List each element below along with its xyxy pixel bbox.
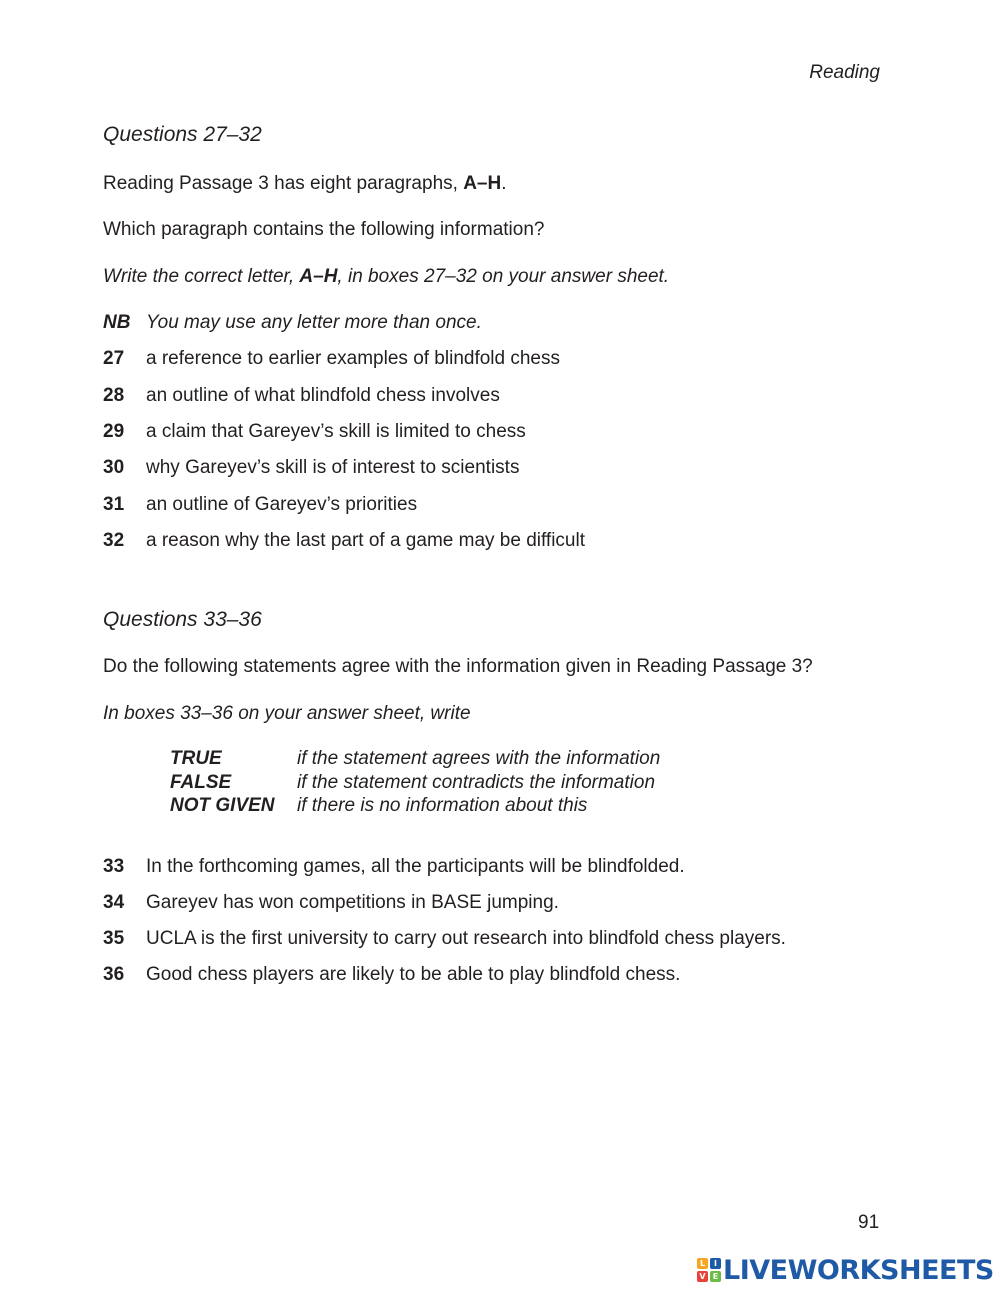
question-item [103, 385, 500, 407]
logo-mark-letter: I [710, 1258, 721, 1269]
question-text: a reason why the last part of a game may be difficult [146, 530, 585, 551]
nb-label: NB [103, 312, 131, 333]
statement-text: Good chess players are likely to be able to play blindfold chess. [146, 964, 681, 985]
question-item [103, 457, 519, 479]
passage-intro-text: Reading Passage 3 has eight paragraphs, [103, 173, 464, 194]
legend-description: if the statement agrees with the information [297, 748, 661, 769]
question-item [103, 530, 585, 552]
question-text: an outline of Gareyev’s priorities [146, 494, 418, 515]
nb-text: You may use any letter more than once. [146, 312, 482, 333]
logo-mark-letter: L [697, 1258, 708, 1269]
statement-number: 36 [103, 964, 125, 985]
statement-item [103, 892, 559, 914]
tfng-question: Do the following statements agree with the information given in Reading Passage 3? [103, 656, 813, 677]
matching-letter-range: A–H [299, 266, 338, 287]
question-item [103, 348, 560, 370]
passage-intro-end: . [501, 173, 507, 194]
question-text: why Gareyev’s skill is of interest to scientists [146, 457, 520, 478]
matching-instruction [103, 266, 669, 288]
liveworksheets-logo[interactable] [697, 1253, 994, 1287]
matching-instruction-end: , in boxes 27–32 on your answer sheet. [337, 266, 670, 287]
question-item [103, 421, 526, 443]
question-number: 32 [103, 530, 125, 551]
logo-mark-letter: E [710, 1271, 721, 1282]
statement-text: In the forthcoming games, all the participants will be blindfolded. [146, 856, 685, 877]
logo-mark-icon [697, 1258, 721, 1282]
matching-question: Which paragraph contains the following information? [103, 219, 545, 240]
answer-key-legend [170, 747, 660, 818]
question-number: 31 [103, 494, 125, 515]
logo-mark-letter: V [697, 1271, 708, 1282]
nb-note [103, 312, 482, 334]
statement-text: Gareyev has won competitions in BASE jumping. [146, 892, 559, 913]
tfng-instruction: In boxes 33–36 on your answer sheet, write [103, 703, 471, 724]
legend-key: TRUE [170, 748, 222, 769]
running-header: Reading [809, 62, 880, 83]
statement-number: 34 [103, 892, 125, 913]
question-text: a claim that Gareyev’s skill is limited to chess [146, 421, 526, 442]
statement-item [103, 928, 786, 950]
matching-instruction-text: Write the correct letter, [103, 266, 300, 287]
legend-description: if the statement contradicts the information [297, 771, 656, 793]
questions-27-32-heading: Questions 27–32 [103, 123, 262, 146]
statement-number: 33 [103, 856, 125, 877]
statement-item [103, 856, 685, 878]
question-number: 27 [103, 348, 125, 369]
legend-row-true [170, 747, 660, 771]
statement-item [103, 964, 680, 986]
questions-33-36-heading: Questions 33–36 [103, 608, 262, 631]
question-number: 29 [103, 421, 125, 442]
legend-key: FALSE [170, 771, 232, 793]
legend-key: NOT GIVEN [170, 795, 275, 816]
legend-row-not-given [170, 794, 660, 818]
page-number: 91 [858, 1212, 880, 1233]
passage-intro [103, 173, 507, 195]
statement-number: 35 [103, 928, 125, 949]
question-text: a reference to earlier examples of blindfold chess [146, 348, 561, 369]
question-number: 28 [103, 385, 125, 406]
letter-range: A–H [463, 173, 502, 194]
legend-description: if there is no information about this [297, 795, 588, 816]
question-text: an outline of what blindfold chess involves [146, 385, 500, 406]
statement-text: UCLA is the first university to carry out research into blindfold chess players. [146, 928, 786, 949]
legend-row-false [170, 771, 660, 795]
question-item [103, 494, 417, 516]
brand-wordmark: LIVEWORKSHEETS [723, 1254, 994, 1286]
question-number: 30 [103, 457, 125, 478]
